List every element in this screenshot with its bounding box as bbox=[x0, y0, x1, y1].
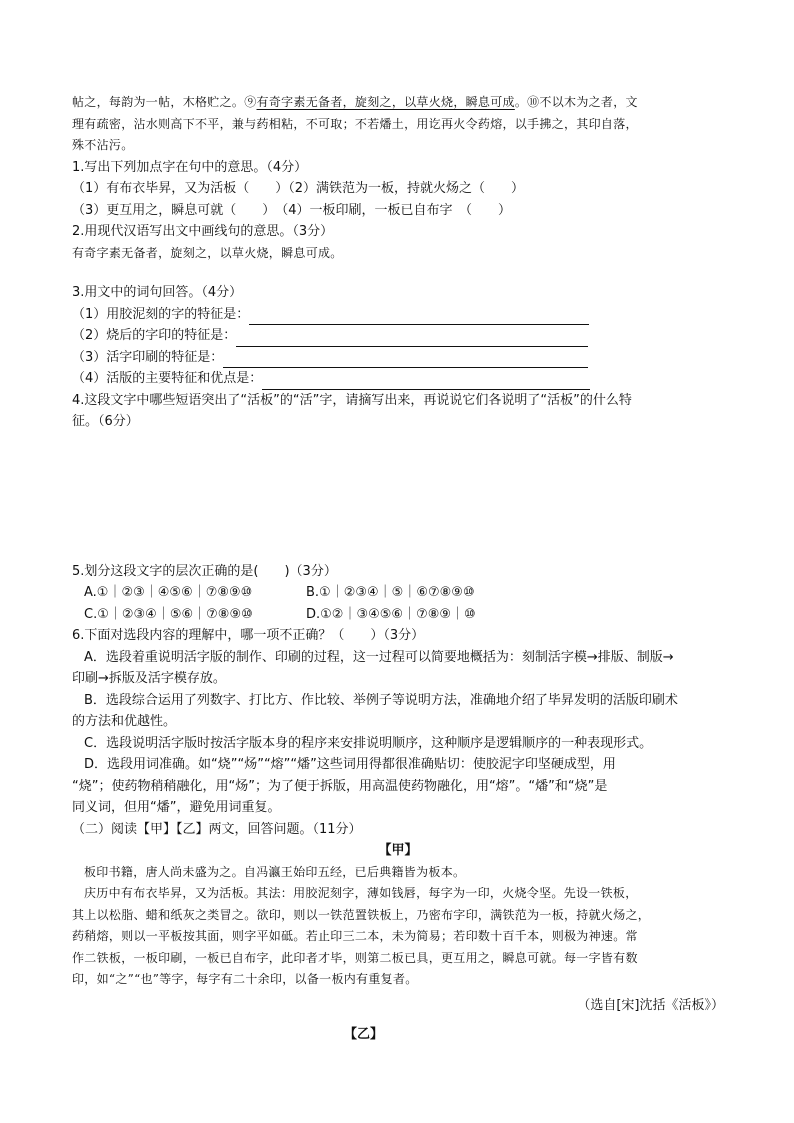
question-6-option-b-line-1[interactable]: B．选段综合运用了列数字、打比方、作比较、举例子等说明方法，准确地介绍了毕昇发明的活版印刷术 bbox=[84, 692, 678, 708]
passage-text: 帖之，每韵为一帖，木格贮之。⑨ bbox=[72, 95, 257, 109]
exam-page bbox=[72, 92, 724, 1046]
item-label: （1）用胶泥刻的字的特征是： bbox=[72, 306, 250, 322]
section-2-title: （二）阅读【甲】【乙】两文，回答问题。（11分） bbox=[72, 821, 362, 837]
option-d[interactable]: D.①②｜③④⑤⑥｜⑦⑧⑨｜⑩ bbox=[306, 606, 476, 622]
answer-line[interactable] bbox=[223, 353, 588, 368]
question-1-row-1: （1）有布衣毕昇，又为活板（ ）（2）满铁范为一板，持就火炀之（ ） bbox=[72, 181, 525, 196]
question-3-item-4 bbox=[72, 368, 724, 390]
answer-line[interactable] bbox=[249, 310, 589, 325]
question-4-line-2: 征。（6分） bbox=[72, 414, 139, 429]
item-label: （2）烧后的字印的特征是： bbox=[72, 328, 237, 343]
question-5-row-1 bbox=[72, 582, 724, 604]
question-1-row-2: （3）更互用之，瞬息可就（ ） （4）一板印刷，一板已自布字 （ ） bbox=[72, 202, 512, 218]
question-3-title: 3.用文中的词句回答。（4分） bbox=[72, 285, 243, 300]
jia-line-2: 庆历中有布衣毕昇，又为活板。其法：用胶泥刻字，薄如钱唇，每字为一印，火烧令坚。先设一铁板， bbox=[84, 886, 638, 900]
question-6-title: 6.下面对选段内容的理解中，哪一项不正确？（ ）（3分） bbox=[72, 628, 425, 643]
jia-line-4: 药稍熔，则以一平板按其面，则字平如砥。若止印三二本，未为简易；若印数十百千本，则极为神速。常 bbox=[72, 929, 638, 943]
question-4-line-1: 4.这段文字中哪些短语突出了“活板”的“活”字，请摘写出来，再说说它们各说明了“活板”的什么特 bbox=[72, 392, 632, 408]
passage-line-2: 理有疏密，沾水则高下不平，兼与药相粘，不可取；不若燔土，用讫再火令药熔，以手拂之，其印自落， bbox=[72, 116, 638, 131]
jia-line-5: 作二铁板，一板印刷，一板已自布字，此印者才毕，则第二板已具，更互用之，瞬息可就。每一字皆有数 bbox=[72, 950, 638, 965]
answer-line[interactable] bbox=[262, 375, 590, 390]
passage-line-3: 殊不沾污。 bbox=[72, 138, 134, 152]
passage-text: 。⑩不以木为之者，文 bbox=[514, 95, 638, 109]
spacer bbox=[72, 264, 724, 282]
underlined-sentence: 有奇字素无备者，旋刻之，以草火烧，瞬息可成 bbox=[256, 95, 515, 109]
question-5-title: 5.划分这段文字的层次正确的是( )（3分） bbox=[72, 563, 337, 579]
answer-space[interactable] bbox=[72, 433, 724, 561]
passage-line-1 bbox=[72, 92, 724, 114]
question-2-title: 2.用现代汉语写出文中画线句的意思。（3分） bbox=[72, 224, 334, 239]
item-label: （4）活版的主要特征和优点是： bbox=[72, 371, 263, 386]
source-citation: （选自[宋]沈括《活板》） bbox=[577, 997, 724, 1013]
answer-line[interactable] bbox=[236, 332, 588, 347]
item-label: （3）活字印刷的特征是： bbox=[72, 349, 224, 365]
option-b[interactable]: B.①｜②③④｜⑤｜⑥⑦⑧⑨⑩ bbox=[306, 585, 475, 600]
question-6-option-a-line-1[interactable]: A．选段着重说明活字版的制作、印刷的过程，这一过程可以简要地概括为：刻制活字模→排版、制版→ bbox=[84, 649, 674, 665]
question-6-option-d-line-1[interactable]: D．选段用词准确。如“烧”“炀”“熔”“燔”这些词用得都很准确贴切：使胶泥字印坚硬成型，用 bbox=[84, 757, 616, 772]
question-6-option-a-line-2: 印刷→拆版及活字模存放。 bbox=[72, 671, 226, 686]
jia-line-1: 板印书籍，唐人尚未盛为之。自冯瀛王始印五经，已后典籍皆为板本。 bbox=[84, 864, 466, 879]
question-2-sentence: 有奇字素无备者，旋刻之，以草火烧，瞬息可成。 bbox=[72, 245, 343, 260]
question-6-option-b-line-2: 的方法和优越性。 bbox=[72, 714, 177, 729]
question-6-option-d-line-3: 同义词，但用“燔”，避免用词重复。 bbox=[72, 800, 281, 815]
option-a[interactable]: A.①｜②③｜④⑤⑥｜⑦⑧⑨⑩ bbox=[84, 585, 253, 600]
question-3-item-2 bbox=[72, 325, 724, 347]
question-3-item-1 bbox=[72, 304, 724, 326]
question-5-row-2 bbox=[72, 604, 724, 626]
option-c[interactable]: C.①｜②③④｜⑤⑥｜⑦⑧⑨⑩ bbox=[84, 606, 253, 622]
jia-line-3: 其上以松脂、蜡和纸灰之类冒之。欲印，则以一铁范置铁板上，乃密布字印，满铁范为一板，持就火炀之， bbox=[72, 907, 651, 922]
question-6-option-d-line-2: “烧”；使药物稍稍融化，用“炀”；为了便于拆版，用高温使药物融化，用“熔”。“燔”和“烧”是 bbox=[72, 778, 608, 794]
jia-line-6: 印，如“之”“也”等字，每字有二十余印，以备一板内有重复者。 bbox=[72, 972, 418, 986]
question-3-item-3 bbox=[72, 347, 724, 369]
jia-heading: 【甲】 bbox=[378, 843, 418, 858]
question-1-title: 1.写出下列加点字在句中的意思。（4分） bbox=[72, 159, 308, 175]
question-6-option-c[interactable]: C．选段说明活字版时按活字版本身的程序来安排说明顺序，这种顺序是逻辑顺序的一种表现形式。 bbox=[84, 735, 653, 751]
yi-heading: 【乙】 bbox=[344, 1027, 384, 1042]
